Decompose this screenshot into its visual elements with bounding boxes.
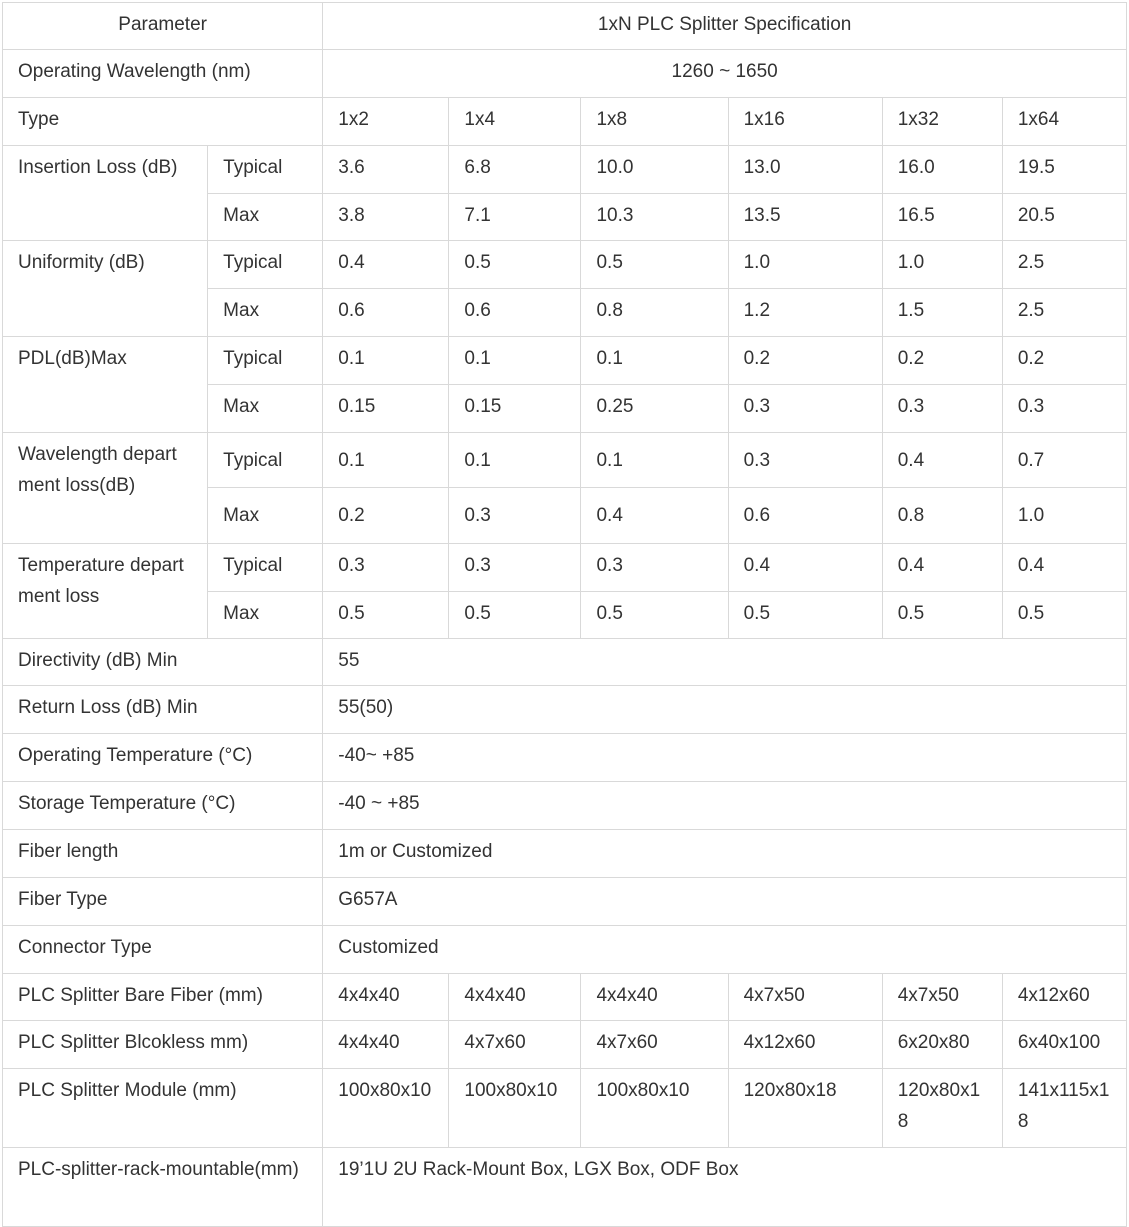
value-cell: 6x20x80	[882, 1021, 1002, 1069]
row-value: 19’1U 2U Rack-Mount Box, LGX Box, ODF Box	[323, 1148, 1127, 1227]
value-cell: 141x115x18	[1002, 1069, 1126, 1148]
value-cell: 3.8	[323, 194, 449, 241]
row-value: -40~ +85	[323, 734, 1127, 782]
value-cell: 0.1	[449, 337, 581, 385]
row-label: Directivity (dB) Min	[3, 639, 323, 686]
value-cell: 0.5	[581, 592, 728, 639]
row-label: Fiber Type	[3, 878, 323, 926]
row-value: G657A	[323, 878, 1127, 926]
value-cell: 0.1	[449, 433, 581, 488]
value-cell: 0.3	[581, 544, 728, 592]
value-cell: 13.5	[728, 194, 882, 241]
sub-label-max: Max	[208, 289, 323, 337]
type-cell: 1x2	[323, 98, 449, 146]
value-cell: 13.0	[728, 146, 882, 194]
value-cell: 0.4	[882, 544, 1002, 592]
value-cell: 100x80x10	[323, 1069, 449, 1148]
value-cell: 19.5	[1002, 146, 1126, 194]
sub-label-typical: Typical	[208, 544, 323, 592]
value-cell: 4x12x60	[1002, 974, 1126, 1021]
spec-row	[3, 686, 1127, 734]
param-row-typical	[3, 433, 1127, 488]
sub-label-typical: Typical	[208, 337, 323, 385]
value-cell: 0.7	[1002, 433, 1126, 488]
type-cell: 1x4	[449, 98, 581, 146]
value-cell: 4x4x40	[581, 974, 728, 1021]
type-cell: 1x16	[728, 98, 882, 146]
value-cell: 2.5	[1002, 241, 1126, 289]
value-cell: 0.3	[323, 544, 449, 592]
param-group-label: Uniformity (dB)	[3, 241, 208, 337]
param-row-typical	[3, 146, 1127, 194]
value-cell: 4x7x50	[882, 974, 1002, 1021]
value-cell: 0.3	[728, 433, 882, 488]
value-cell: 0.15	[449, 385, 581, 433]
value-cell: 0.5	[1002, 592, 1126, 639]
value-cell: 6x40x100	[1002, 1021, 1126, 1069]
param-group-label: Wavelength department loss(dB)	[3, 433, 208, 544]
value-cell: 4x4x40	[323, 1021, 449, 1069]
row-value: 1m or Customized	[323, 830, 1127, 878]
row-label: PLC-splitter-rack-mountable(mm)	[3, 1148, 323, 1227]
value-cell: 1.0	[728, 241, 882, 289]
row-value: 55	[323, 639, 1127, 686]
spec-row	[3, 734, 1127, 782]
value-cell: 16.5	[882, 194, 1002, 241]
sub-label-max: Max	[208, 385, 323, 433]
value-cell: 0.5	[449, 241, 581, 289]
size-row	[3, 974, 1127, 1021]
row-label: Operating Temperature (°C)	[3, 734, 323, 782]
value-cell: 0.4	[581, 488, 728, 544]
sub-label-max: Max	[208, 488, 323, 544]
value-cell: 1.0	[1002, 488, 1126, 544]
spec-table	[2, 2, 1127, 1227]
sub-label-typical: Typical	[208, 146, 323, 194]
value-cell: 0.1	[581, 337, 728, 385]
row-value: 1260 ~ 1650	[323, 50, 1127, 98]
sub-label-typical: Typical	[208, 241, 323, 289]
type-row	[3, 98, 1127, 146]
value-cell: 0.4	[882, 433, 1002, 488]
spec-row	[3, 782, 1127, 830]
value-cell: 120x80x18	[882, 1069, 1002, 1148]
spec-row	[3, 830, 1127, 878]
value-cell: 4x4x40	[449, 974, 581, 1021]
row-value: -40 ~ +85	[323, 782, 1127, 830]
value-cell: 0.3	[449, 544, 581, 592]
value-cell: 0.5	[449, 592, 581, 639]
spec-row	[3, 926, 1127, 974]
size-row	[3, 1069, 1127, 1148]
row-label: Fiber length	[3, 830, 323, 878]
value-cell: 0.8	[882, 488, 1002, 544]
row-label: PLC Splitter Blcokless mm)	[3, 1021, 323, 1069]
value-cell: 0.6	[449, 289, 581, 337]
value-cell: 4x4x40	[323, 974, 449, 1021]
value-cell: 10.3	[581, 194, 728, 241]
param-row-typical	[3, 544, 1127, 592]
sub-label-max: Max	[208, 592, 323, 639]
value-cell: 0.3	[882, 385, 1002, 433]
value-cell: 2.5	[1002, 289, 1126, 337]
value-cell: 0.25	[581, 385, 728, 433]
row-value: Customized	[323, 926, 1127, 974]
size-row	[3, 1021, 1127, 1069]
value-cell: 0.8	[581, 289, 728, 337]
value-cell: 100x80x10	[449, 1069, 581, 1148]
param-row-typical	[3, 241, 1127, 289]
param-group-label: Insertion Loss (dB)	[3, 146, 208, 241]
value-cell: 0.5	[882, 592, 1002, 639]
value-cell: 6.8	[449, 146, 581, 194]
row-label: Return Loss (dB) Min	[3, 686, 323, 734]
value-cell: 0.4	[728, 544, 882, 592]
value-cell: 7.1	[449, 194, 581, 241]
value-cell: 0.1	[581, 433, 728, 488]
row-label: Type	[3, 98, 323, 146]
value-cell: 0.3	[1002, 385, 1126, 433]
header-row	[3, 3, 1127, 50]
value-cell: 4x7x60	[449, 1021, 581, 1069]
value-cell: 0.15	[323, 385, 449, 433]
value-cell: 0.3	[728, 385, 882, 433]
param-group-label: Temperature department loss	[3, 544, 208, 639]
row-label: PLC Splitter Module (mm)	[3, 1069, 323, 1148]
value-cell: 100x80x10	[581, 1069, 728, 1148]
value-cell: 120x80x18	[728, 1069, 882, 1148]
wavelength-row	[3, 50, 1127, 98]
value-cell: 0.4	[323, 241, 449, 289]
value-cell: 0.1	[323, 433, 449, 488]
value-cell: 10.0	[581, 146, 728, 194]
row-value: 55(50)	[323, 686, 1127, 734]
value-cell: 0.6	[323, 289, 449, 337]
value-cell: 4x12x60	[728, 1021, 882, 1069]
param-row-typical	[3, 337, 1127, 385]
value-cell: 0.5	[728, 592, 882, 639]
type-cell: 1x32	[882, 98, 1002, 146]
sub-label-typical: Typical	[208, 433, 323, 488]
header-spec: 1xN PLC Splitter Specification	[323, 3, 1127, 50]
type-cell: 1x8	[581, 98, 728, 146]
header-parameter: Parameter	[3, 3, 323, 50]
row-label: Connector Type	[3, 926, 323, 974]
value-cell: 0.2	[882, 337, 1002, 385]
value-cell: 0.1	[323, 337, 449, 385]
value-cell: 1.2	[728, 289, 882, 337]
value-cell: 4x7x60	[581, 1021, 728, 1069]
value-cell: 1.5	[882, 289, 1002, 337]
type-cell: 1x64	[1002, 98, 1126, 146]
value-cell: 0.3	[449, 488, 581, 544]
rack-row	[3, 1148, 1127, 1227]
value-cell: 0.2	[323, 488, 449, 544]
value-cell: 0.2	[728, 337, 882, 385]
value-cell: 3.6	[323, 146, 449, 194]
value-cell: 16.0	[882, 146, 1002, 194]
value-cell: 20.5	[1002, 194, 1126, 241]
sub-label-max: Max	[208, 194, 323, 241]
value-cell: 1.0	[882, 241, 1002, 289]
value-cell: 0.4	[1002, 544, 1126, 592]
row-label: Storage Temperature (°C)	[3, 782, 323, 830]
row-label: PLC Splitter Bare Fiber (mm)	[3, 974, 323, 1021]
value-cell: 0.2	[1002, 337, 1126, 385]
param-group-label: PDL(dB)Max	[3, 337, 208, 433]
value-cell: 4x7x50	[728, 974, 882, 1021]
spec-row	[3, 639, 1127, 686]
value-cell: 0.6	[728, 488, 882, 544]
value-cell: 0.5	[323, 592, 449, 639]
row-label: Operating Wavelength (nm)	[3, 50, 323, 98]
spec-row	[3, 878, 1127, 926]
value-cell: 0.5	[581, 241, 728, 289]
